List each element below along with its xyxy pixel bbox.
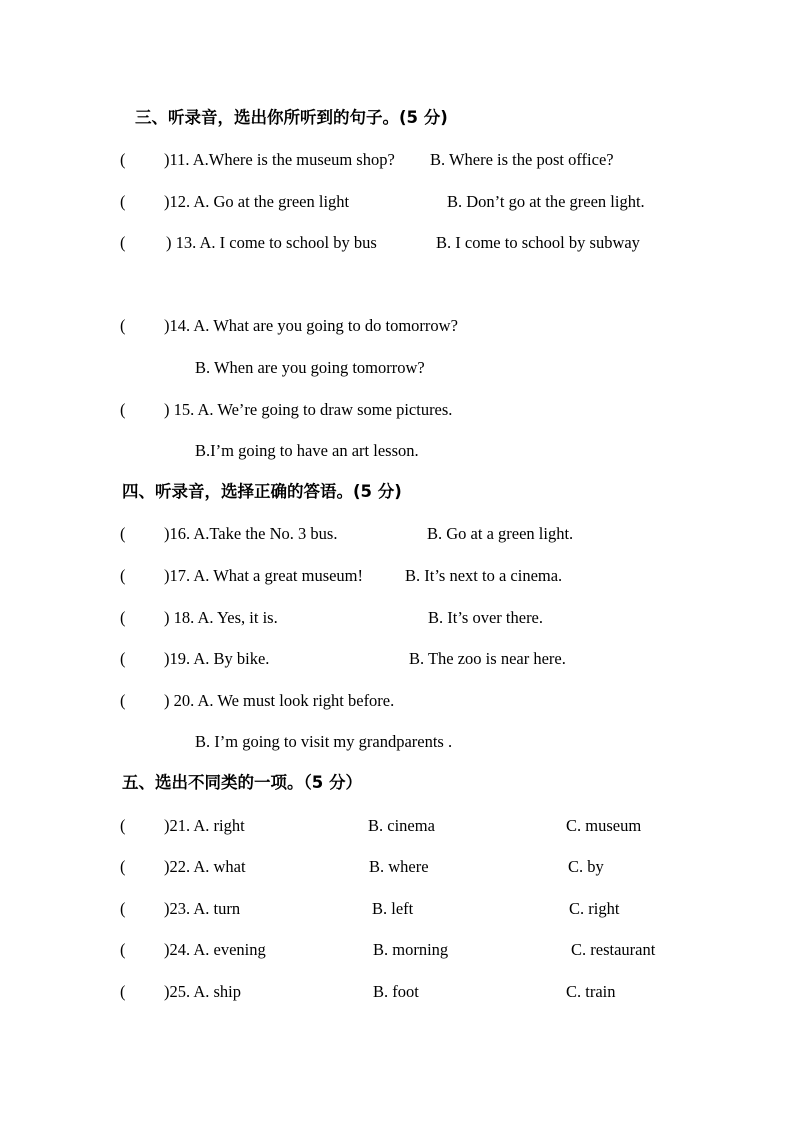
answer-paren-open: ( [120, 982, 126, 1001]
answer-paren-open: ( [120, 649, 126, 668]
question-option-a: )11. A.Where is the museum shop? [164, 150, 395, 169]
answer-paren-open: ( [120, 899, 126, 918]
question-option-b: B. foot [373, 982, 419, 1001]
question-option-b: B. I’m going to visit my grandparents . [195, 732, 453, 751]
question-option-a: )17. A. What a great museum! [164, 566, 364, 585]
question-option-a: )19. A. By bike. [164, 649, 270, 668]
question-option-c: C. right [569, 899, 620, 918]
question-option-a: )14. A. What are you going to do tomorrow? [164, 316, 458, 335]
question-option-b: B. When are you going tomorrow? [195, 358, 425, 377]
question-option-c: C. train [566, 982, 616, 1001]
answer-paren-open: ( [120, 524, 126, 543]
question-option-a: ) 13. A. I come to school by bus [166, 233, 377, 252]
question-option-a: )16. A.Take the No. 3 bus. [164, 524, 338, 543]
question-option-b: B. I come to school by subway [436, 233, 640, 252]
question-option-a: )21. A. right [164, 816, 245, 835]
question-option-b: B. Go at a green light. [427, 524, 574, 543]
question-option-b: B. Where is the post office? [430, 150, 614, 169]
section-4-heading: 四、听录音，选择正确的答语。(5 分) [122, 482, 402, 501]
question-option-a: ) 20. A. We must look right before. [164, 691, 395, 710]
question-option-b: B. cinema [368, 816, 435, 835]
question-option-b: B. morning [373, 940, 449, 959]
question-option-a: )24. A. evening [164, 940, 266, 959]
question-option-c: C. restaurant [571, 940, 656, 959]
question-option-a: )23. A. turn [164, 899, 241, 918]
question-option-a: ) 15. A. We’re going to draw some pictures. [164, 400, 453, 419]
answer-paren-open: ( [120, 940, 126, 959]
question-option-c: C. museum [566, 816, 642, 835]
question-option-b: B. Don’t go at the green light. [447, 192, 645, 211]
answer-paren-open: ( [120, 400, 126, 419]
answer-paren-open: ( [120, 192, 126, 211]
section-3-heading: 三、听录音，选出你所听到的句子。(5 分) [135, 108, 448, 127]
answer-paren-open: ( [120, 566, 126, 585]
section-5-heading: 五、选出不同类的一项。（5 分） [122, 773, 362, 792]
answer-paren-open: ( [120, 608, 126, 627]
answer-paren-open: ( [120, 857, 126, 876]
question-option-a: )12. A. Go at the green light [164, 192, 350, 211]
answer-paren-open: ( [120, 816, 126, 835]
answer-paren-open: ( [120, 316, 126, 335]
question-option-a: )25. A. ship [164, 982, 242, 1001]
question-option-b: B. The zoo is near here. [409, 649, 566, 668]
question-option-b: B. It’s over there. [428, 608, 544, 627]
question-option-a: ) 18. A. Yes, it is. [164, 608, 278, 627]
answer-paren-open: ( [120, 233, 126, 252]
answer-paren-open: ( [120, 150, 126, 169]
question-option-b: B. It’s next to a cinema. [405, 566, 563, 585]
question-option-b: B.I’m going to have an art lesson. [195, 441, 419, 460]
question-option-c: C. by [568, 857, 604, 876]
question-option-b: B. where [369, 857, 429, 876]
question-option-b: B. left [372, 899, 414, 918]
answer-paren-open: ( [120, 691, 126, 710]
question-option-a: )22. A. what [164, 857, 246, 876]
